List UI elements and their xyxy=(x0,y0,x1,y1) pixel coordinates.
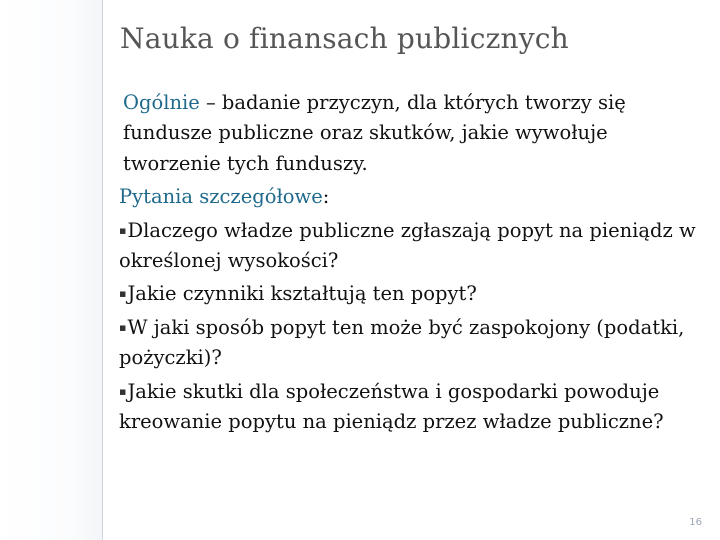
slide-body xyxy=(119,88,709,440)
question-text: Dlaczego władze publiczne zgłaszają popyt na pieniądz w określonej wysokości? xyxy=(119,218,696,273)
general-text: – badanie przyczyn, dla których tworzy się fundusze publiczne oraz skutków, jakie wywołuje tworzenie tych funduszy. xyxy=(123,91,626,175)
square-bullet-icon: ▪ xyxy=(119,223,127,237)
left-margin-rule xyxy=(102,0,103,540)
page-number: 16 xyxy=(689,517,702,528)
left-margin-shade xyxy=(0,0,102,540)
question-item xyxy=(119,279,709,309)
question-item xyxy=(119,216,709,277)
slide-title: Nauka o finansach publicznych xyxy=(120,22,569,55)
general-term: Ogólnie xyxy=(123,91,200,114)
question-item xyxy=(119,377,709,438)
square-bullet-icon: ▪ xyxy=(119,384,127,398)
questions-heading-term: Pytania szczegółowe xyxy=(119,185,323,209)
question-text: Jakie skutki dla społeczeństwa i gospodarki powoduje kreowanie popytu na pieniądz przez władze publiczne? xyxy=(119,379,664,434)
square-bullet-icon: ▪ xyxy=(119,287,127,301)
question-item xyxy=(119,313,709,374)
questions-heading-suffix: : xyxy=(322,185,330,209)
general-definition xyxy=(119,88,709,179)
question-text: Jakie czynniki kształtują ten popyt? xyxy=(127,282,477,306)
questions-heading xyxy=(119,182,709,212)
question-text: W jaki sposób popyt ten może być zaspokojony (podatki, pożyczki)? xyxy=(119,315,685,370)
square-bullet-icon: ▪ xyxy=(119,320,127,334)
